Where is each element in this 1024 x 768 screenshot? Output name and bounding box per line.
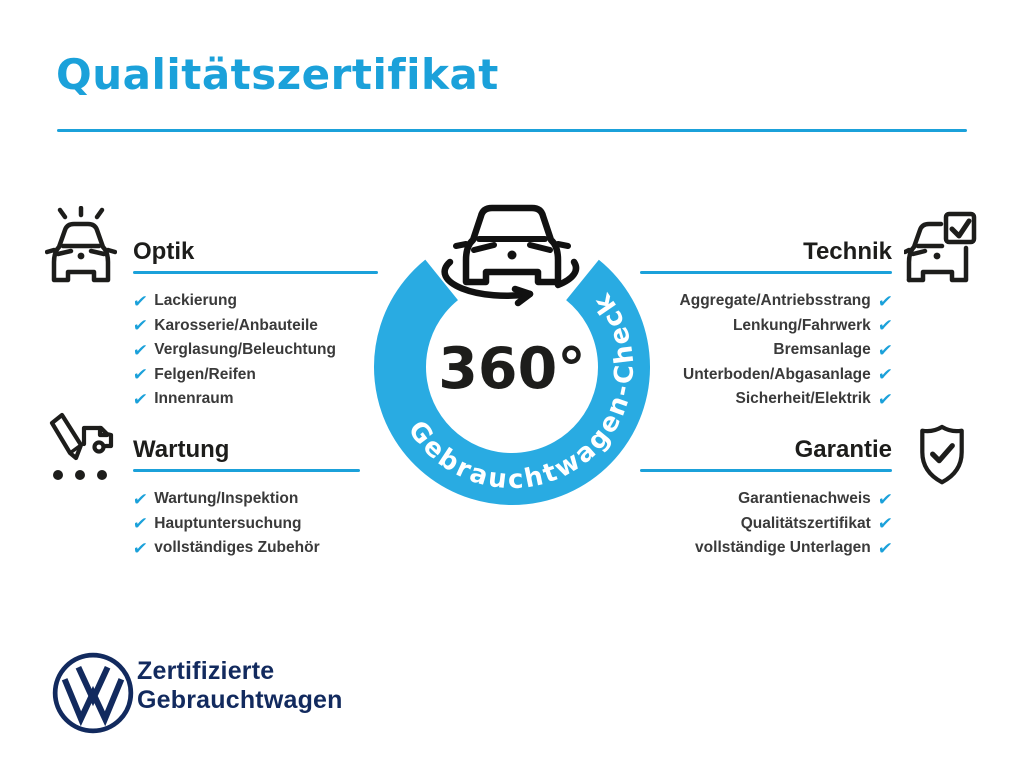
check-icon: ✔ — [131, 514, 149, 534]
360-check-badge — [362, 182, 662, 517]
check-item-label: Hauptuntersuchung — [154, 514, 302, 532]
check-icon: ✔ — [876, 489, 894, 509]
section-optik-title: Optik — [133, 238, 195, 265]
section-optik-rule — [133, 271, 378, 274]
section-wartung-title: Wartung — [133, 436, 230, 463]
page-title: Qualitätszertifikat — [56, 50, 499, 99]
badge-degree-label: 360° — [438, 336, 586, 402]
section-technik-rule — [640, 271, 892, 274]
check-item-label: Aggregate/Antriebsstrang — [679, 292, 871, 310]
brand-text — [137, 657, 343, 715]
brand-line2: Gebrauchtwagen — [137, 686, 343, 714]
check-icon: ✔ — [876, 291, 894, 311]
check-icon: ✔ — [131, 340, 149, 360]
title-divider — [57, 129, 967, 132]
check-icon: ✔ — [131, 316, 149, 336]
check-icon: ✔ — [876, 316, 894, 336]
check-icon: ✔ — [131, 291, 149, 311]
check-item — [133, 536, 413, 561]
car-checkbox-icon — [904, 206, 978, 295]
check-icon: ✔ — [876, 340, 894, 360]
badge-ring-label: Gebrauchtwagen-Check — [401, 286, 641, 496]
check-item-label: Unterboden/Abgasanlage — [683, 365, 871, 383]
section-garantie-rule — [640, 469, 892, 472]
check-item-label: Sicherheit/Elektrik — [735, 390, 871, 408]
check-item — [602, 536, 892, 561]
check-item-label: vollständige Unterlagen — [695, 539, 871, 557]
check-icon: ✔ — [876, 538, 894, 558]
brand-line1: Zertifizierte — [137, 657, 275, 685]
section-wartung-rule — [133, 469, 360, 472]
check-item-label: Karosserie/Anbauteile — [154, 316, 318, 334]
car-shine-icon — [45, 206, 117, 295]
check-item-label: Lackierung — [154, 292, 237, 310]
check-icon: ✔ — [131, 365, 149, 385]
check-item-label: Felgen/Reifen — [154, 365, 256, 383]
vw-logo — [50, 650, 136, 741]
check-item-label: Wartung/Inspektion — [154, 490, 299, 508]
check-item-label: Lenkung/Fahrwerk — [732, 316, 871, 334]
check-icon: ✔ — [876, 365, 894, 385]
check-item-label: Garantienachweis — [738, 490, 871, 508]
section-technik-title: Technik — [803, 238, 892, 265]
check-icon: ✔ — [131, 538, 149, 558]
car-rotate-icon — [445, 208, 576, 303]
check-icon: ✔ — [876, 389, 894, 409]
van-checklist-icon — [44, 408, 116, 491]
check-item-label: Qualitätszertifikat — [740, 514, 871, 532]
check-item-label: Verglasung/Beleuchtung — [154, 341, 336, 359]
shield-check-icon — [912, 420, 972, 497]
section-garantie-title: Garantie — [794, 436, 892, 463]
check-item-label: vollständiges Zubehör — [154, 539, 320, 557]
check-item-label: Innenraum — [154, 390, 234, 408]
check-item-label: Bremsanlage — [773, 341, 871, 359]
check-icon: ✔ — [131, 389, 149, 409]
check-icon: ✔ — [131, 489, 149, 509]
check-icon: ✔ — [876, 514, 894, 534]
